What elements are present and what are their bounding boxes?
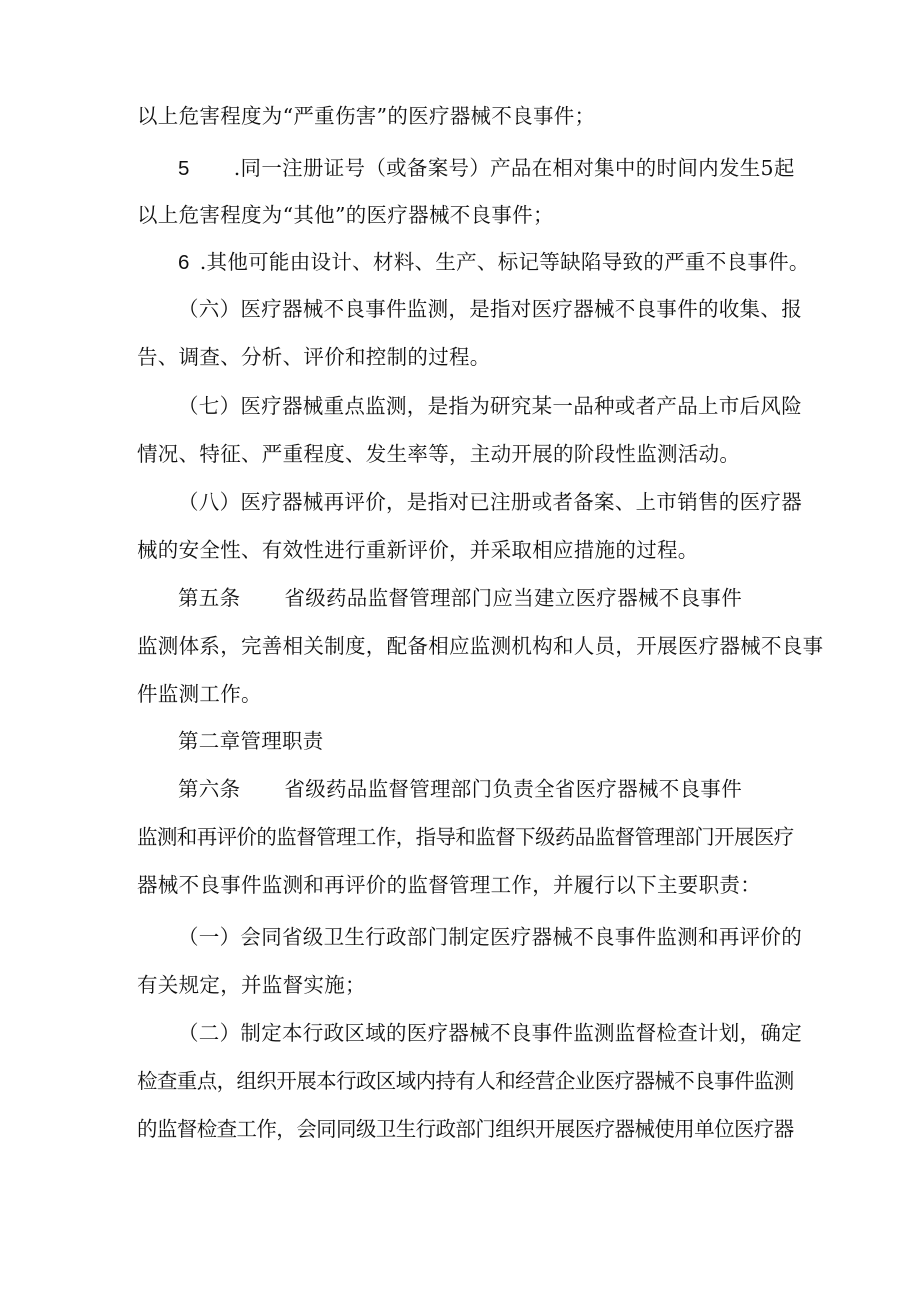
paragraph-line [137,103,797,129]
line-text: （八）医疗器械再评价，是指对已注册或者备案、上市销售的医疗器 [178,490,802,514]
line-text: 省级药品监督管理部门负责全省医疗器械不良事件 [284,777,743,801]
line-text: 监测体系，完善相关制度，配备相应监测机构和人员，开展医疗器械不良事 [137,634,824,658]
line-text: 以上危害程度为“其他”的医疗器械不良事件； [137,203,554,227]
line-text: （六）医疗器械不良事件监测，是指对医疗器械不良事件的收集、报 [178,297,802,321]
line-text: 以上危害程度为“严重伤害”的医疗器械不良事件； [137,104,596,128]
paragraph-line [137,537,797,563]
line-text: 器械不良事件监测和再评价的监督管理工作，并履行以下主要职责： [137,873,761,897]
article-label: 第五条 [178,586,241,610]
line-text: （一）会同省级卫生行政部门制定医疗器械不良事件监测和再评价的 [178,925,802,949]
article-label: 第六条 [178,777,241,801]
paragraph-line [137,633,824,659]
line-text: （二）制定本行政区域的医疗器械不良事件监测监督检查计划，确定 [178,1021,802,1045]
line-text: 械的安全性、有效性进行重新评价，并采取相应措施的过程。 [137,538,699,562]
line-text: 告、调查、分析、评价和控制的过程。 [137,345,491,369]
list-item-6 [178,249,838,276]
chapter-title: 第二章管理职责 [178,729,324,753]
line-text: 省级药品监督管理部门应当建立医疗器械不良事件 [284,586,743,610]
clause-six [178,296,838,322]
clause-eight [178,489,838,515]
paragraph-line [137,824,797,850]
line-text: 的监督检查工作，会同同级卫生行政部门组织开展医疗器械使用单位医疗器 [137,1117,794,1141]
list-number: 6 [178,251,190,274]
line-text: 情况、特征、严重程度、发生率等，主动开展的阶段性监测活动。 [137,442,741,466]
line-text: .同一注册证号（或备案号）产品在相对集中的时间内发生5起 [233,156,795,180]
paragraph-line [137,344,797,370]
chapter-heading [178,728,838,754]
line-text: .其他可能由设计、材料、生产、标记等缺陷导致的严重不良事件。 [199,250,810,274]
paragraph-line [137,681,797,707]
duty-two [178,1020,838,1046]
line-text: 检查重点，组织开展本行政区域内持有人和经营企业医疗器械不良事件监测 [137,1069,794,1093]
line-text: 件监测工作。 [137,682,262,706]
paragraph-line [137,1116,797,1142]
list-number: 5 [178,157,190,180]
line-text: 有关规定，并监督实施； [137,973,366,997]
line-text: 监测和再评价的监督管理工作，指导和监督下级药品监督管理部门开展医疗 [137,825,794,849]
article-five [178,585,838,611]
paragraph-line [137,441,797,467]
paragraph-line [137,202,797,228]
line-text: （七）医疗器械重点监测，是指为研究某一品种或者产品上市后风险 [178,394,802,418]
article-six [178,776,838,802]
paragraph-line [137,1068,797,1094]
clause-seven [178,393,838,419]
list-item-5 [178,155,838,182]
paragraph-line [137,972,797,998]
paragraph-line [137,872,797,898]
duty-one [178,924,838,950]
